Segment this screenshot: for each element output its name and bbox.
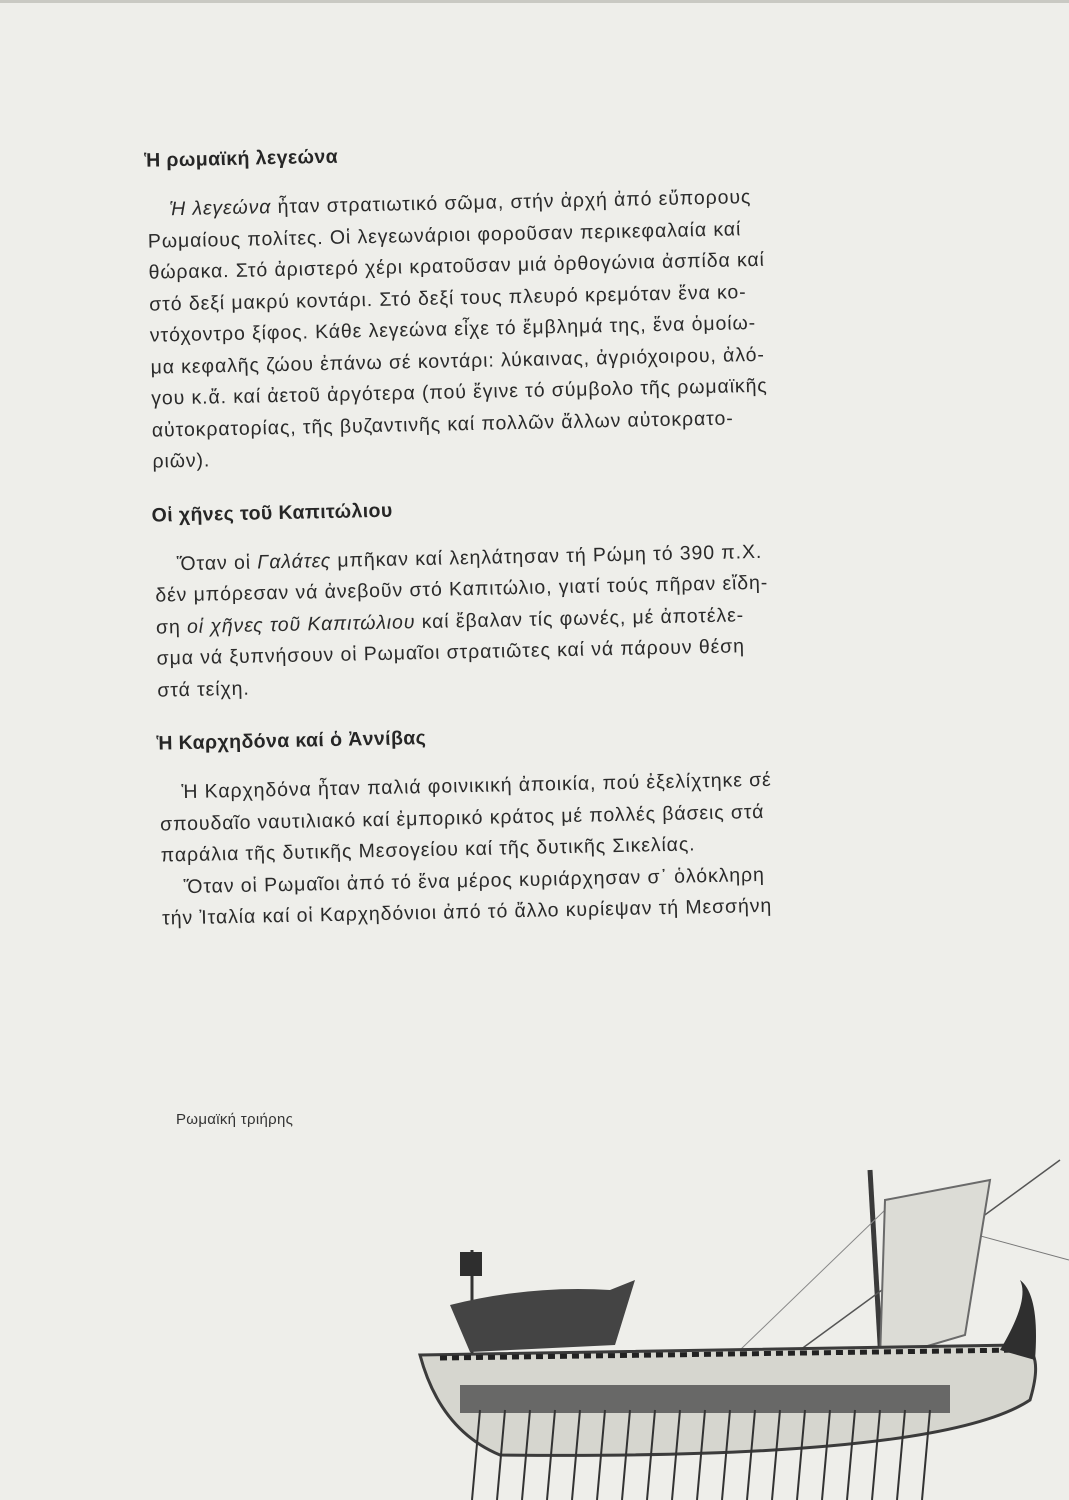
section-paragraph <box>140 533 943 707</box>
text-line: θώρακα. Στό ἀριστερό χέρι κρατοῦσαν μιά ὀρθογώνια ἀσπίδα καί <box>148 248 765 284</box>
text-line: Ὅταν οἱ Ρωμαῖοι ἀπό τό ἕνα μέρος κυριάρχησαν σ᾿ ὁλόκληρη <box>183 863 765 898</box>
text-line: μα κεφαλῆς ζώου ἐπάνω σέ κοντάρι: λύκαινας, ἀγριόχοιρου, ἀλό- <box>150 343 765 379</box>
text-line: στά τείχη. <box>157 677 250 702</box>
section-carthage-hannibal <box>144 716 948 935</box>
section-roman-legion <box>132 133 939 478</box>
text-line: αὐτοκρατορίας, τῆς βυζαντινῆς καί πολλῶν ἄλλων αὐτοκρατο- <box>151 406 734 442</box>
section-paragraph <box>133 178 939 478</box>
ship-sail <box>880 1180 990 1360</box>
text-line: Ρωμαίους πολίτες. Οἱ λεγεωνάριοι φοροῦσαν περικεφαλαία καί <box>147 217 742 253</box>
oar-bank <box>460 1385 950 1413</box>
section-heading: Ἡ Καρχηδόνα καί ὁ Ἀννίβας <box>156 726 427 755</box>
text-line: σπουδαῖο ναυτιλιακό καί ἐμπορικό κράτος μέ πολλές βάσεις στά <box>159 800 765 836</box>
text-line: τήν Ἰταλία καί οἱ Καρχηδόνιοι ἀπό τό ἄλλο κυρίεψαν τή Μεσσήνη <box>161 894 773 930</box>
text-line: ση οἱ χῆνες τοῦ Καπιτώλιου καί ἔβαλαν τίς φωνές, μέ ἀποτέλε- <box>155 603 745 639</box>
text-line: δέν μπόρεσαν νά ἀνεβοῦν στό Καπιτώλιο, γιατί τούς πῆραν εἴδη- <box>155 571 769 607</box>
text-line: Ἡ Καρχηδόνα ἦταν παλιά φοινικική ἀποικία, πού ἐξελίχτηκε σέ <box>181 768 772 804</box>
page-edge-line <box>0 0 1069 3</box>
text-line: Ἡ λεγεώνα ἦταν στρατιωτικό σῶμα, στήν ἀρχή ἀπό εὔπορους <box>169 186 752 221</box>
text-line: ριῶν). <box>152 449 211 473</box>
ship-canopy <box>450 1280 635 1352</box>
ship-rigging <box>740 1210 885 1350</box>
ship-prow <box>1000 1280 1036 1360</box>
text-line: παράλια τῆς δυτικῆς Μεσογείου καί τῆς δυτικῆς Σικελίας. <box>160 833 696 867</box>
text-line: στό δεξί μακρύ κοντάρι. Στό δεξί τους πλευρό κρεμόταν ἕνα κο- <box>149 280 747 316</box>
text-line: Ὅταν οἱ Γαλάτες μπῆκαν καί λεηλάτησαν τή Ρώμη τό 390 π.Χ. <box>176 540 763 575</box>
section-paragraph <box>145 761 948 935</box>
section-heading: Ἡ ρωμαϊκή λεγεώνα <box>143 145 339 172</box>
figure-caption: Ρωμαϊκή τριήρης <box>176 1111 294 1128</box>
section-heading: Οἱ χῆνες τοῦ Καπιτώλιου <box>151 499 393 527</box>
flag <box>460 1252 482 1276</box>
text-line: γου κ.ἄ. καί ἀετοῦ ἀργότερα (πού ἔγινε τό σύμβολο τῆς ρωμαϊκῆς <box>150 374 768 410</box>
section-capitol-geese <box>139 488 943 707</box>
trireme-photo <box>380 1100 1069 1500</box>
text-line: ντόχοντρο ξίφος. Κάθε λεγεώνα εἶχε τό ἔμβλημά της, ἕνα ὁμοίω- <box>149 311 757 347</box>
text-body <box>132 133 949 961</box>
text-line: σμα νά ξυπνήσουν οἱ Ρωμαῖοι στρατιῶτες καί νά πάρουν θέση <box>156 635 746 670</box>
